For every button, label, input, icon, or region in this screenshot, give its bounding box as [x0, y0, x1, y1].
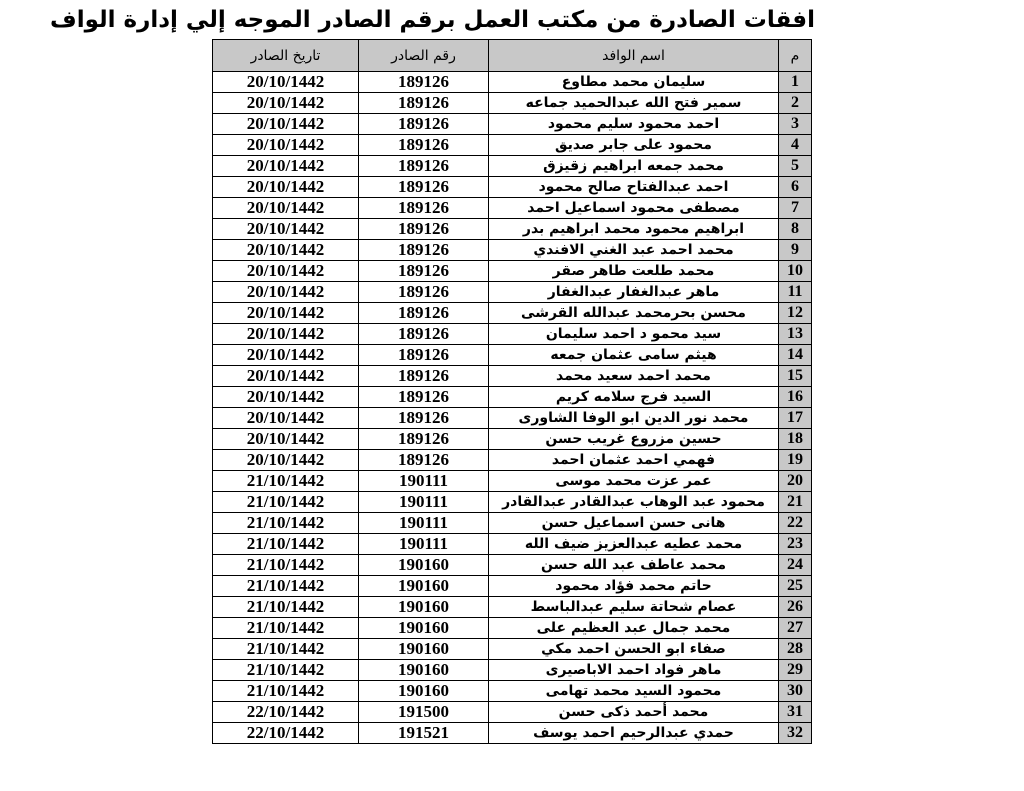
- outgoing-number: 189126: [359, 345, 489, 366]
- outgoing-date: 20/10/1442: [213, 219, 359, 240]
- outgoing-number: 190160: [359, 618, 489, 639]
- outgoing-number: 190111: [359, 492, 489, 513]
- outgoing-date: 20/10/1442: [213, 198, 359, 219]
- row-number: 4: [779, 135, 812, 156]
- outgoing-date: 20/10/1442: [213, 114, 359, 135]
- row-number: 21: [779, 492, 812, 513]
- row-number: 2: [779, 93, 812, 114]
- row-number: 31: [779, 702, 812, 723]
- row-number: 13: [779, 324, 812, 345]
- row-number: 10: [779, 261, 812, 282]
- outgoing-number: 190111: [359, 534, 489, 555]
- outgoing-number: 189126: [359, 387, 489, 408]
- outgoing-date: 20/10/1442: [213, 156, 359, 177]
- outgoing-date: 20/10/1442: [213, 366, 359, 387]
- header-date: تاريخ الصادر: [213, 40, 359, 72]
- outgoing-date: 21/10/1442: [213, 492, 359, 513]
- page-title: افقات الصادرة من مكتب العمل برقم الصادر الموجه إلي إدارة الواف: [49, 7, 815, 33]
- outgoing-date: 20/10/1442: [213, 177, 359, 198]
- row-number: 19: [779, 450, 812, 471]
- row-number: 8: [779, 219, 812, 240]
- outgoing-number: 189126: [359, 303, 489, 324]
- header-num: م: [779, 40, 812, 72]
- outgoing-date: 20/10/1442: [213, 261, 359, 282]
- table-row: [213, 177, 812, 198]
- worker-name: صفاء ابو الحسن احمد مكي: [489, 639, 779, 660]
- table-row: [213, 219, 812, 240]
- worker-name: احمد عبدالفتاح صالح محمود: [489, 177, 779, 198]
- worker-name: محمد جمعه ابراهيم زقيزق: [489, 156, 779, 177]
- worker-name: محمد عاطف عبد الله حسن: [489, 555, 779, 576]
- row-number: 9: [779, 240, 812, 261]
- outgoing-number: 189126: [359, 282, 489, 303]
- outgoing-date: 22/10/1442: [213, 723, 359, 744]
- worker-name: محمد نور الدين ابو الوفا الشاورى: [489, 408, 779, 429]
- table-row: [213, 513, 812, 534]
- table-row: [213, 387, 812, 408]
- row-number: 20: [779, 471, 812, 492]
- table-row: [213, 303, 812, 324]
- outgoing-number: 189126: [359, 156, 489, 177]
- outgoing-date: 21/10/1442: [213, 534, 359, 555]
- table-row: [213, 156, 812, 177]
- table-row: [213, 492, 812, 513]
- table-row: [213, 597, 812, 618]
- worker-name: محمود عبد الوهاب عبدالقادر عبدالقادر: [489, 492, 779, 513]
- row-number: 16: [779, 387, 812, 408]
- table-row: [213, 135, 812, 156]
- row-number: 30: [779, 681, 812, 702]
- worker-name: محمد احمد سعيد محمد: [489, 366, 779, 387]
- outgoing-date: 21/10/1442: [213, 660, 359, 681]
- worker-name: احمد محمود سليم محمود: [489, 114, 779, 135]
- worker-name: عمر عزت محمد موسى: [489, 471, 779, 492]
- outgoing-date: 20/10/1442: [213, 324, 359, 345]
- table-row: [213, 681, 812, 702]
- row-number: 3: [779, 114, 812, 135]
- outgoing-number: 189126: [359, 450, 489, 471]
- outgoing-number: 189126: [359, 219, 489, 240]
- worker-name: ابراهيم محمود محمد ابراهيم بدر: [489, 219, 779, 240]
- outgoing-date: 20/10/1442: [213, 93, 359, 114]
- table-row: [213, 723, 812, 744]
- row-number: 18: [779, 429, 812, 450]
- table-row: [213, 429, 812, 450]
- table-body: [213, 72, 812, 744]
- row-number: 14: [779, 345, 812, 366]
- table-row: [213, 576, 812, 597]
- worker-name: محمود على جابر صديق: [489, 135, 779, 156]
- row-number: 6: [779, 177, 812, 198]
- worker-name: حمدي عبدالرحيم احمد يوسف: [489, 723, 779, 744]
- outgoing-number: 191521: [359, 723, 489, 744]
- outgoing-date: 20/10/1442: [213, 450, 359, 471]
- worker-name: محمد جمال عبد العظيم على: [489, 618, 779, 639]
- row-number: 23: [779, 534, 812, 555]
- table-row: [213, 555, 812, 576]
- table-row: [213, 345, 812, 366]
- table-row: [213, 261, 812, 282]
- row-number: 28: [779, 639, 812, 660]
- table-row: [213, 702, 812, 723]
- worker-name: ماهر عبدالغفار عبدالغفار: [489, 282, 779, 303]
- outgoing-number: 189126: [359, 93, 489, 114]
- outgoing-date: 20/10/1442: [213, 282, 359, 303]
- outgoing-date: 21/10/1442: [213, 597, 359, 618]
- table-row: [213, 450, 812, 471]
- table-row: [213, 408, 812, 429]
- row-number: 1: [779, 72, 812, 93]
- row-number: 7: [779, 198, 812, 219]
- outgoing-date: 21/10/1442: [213, 639, 359, 660]
- outgoing-number: 190160: [359, 681, 489, 702]
- outgoing-date: 20/10/1442: [213, 72, 359, 93]
- row-number: 11: [779, 282, 812, 303]
- row-number: 27: [779, 618, 812, 639]
- outgoing-date: 21/10/1442: [213, 618, 359, 639]
- outgoing-number: 190160: [359, 555, 489, 576]
- worker-name: محسن بحرمحمد عبدالله القرشى: [489, 303, 779, 324]
- row-number: 25: [779, 576, 812, 597]
- worker-name: هانى حسن اسماعيل حسن: [489, 513, 779, 534]
- outgoing-number: 190160: [359, 597, 489, 618]
- outgoing-number: 190111: [359, 513, 489, 534]
- outgoing-number: 189126: [359, 114, 489, 135]
- outgoing-date: 21/10/1442: [213, 576, 359, 597]
- table-row: [213, 534, 812, 555]
- header-ref: رقم الصادر: [359, 40, 489, 72]
- worker-name: سمير فتح الله عبدالحميد جماعه: [489, 93, 779, 114]
- table-row: [213, 72, 812, 93]
- outgoing-number: 189126: [359, 261, 489, 282]
- outgoing-date: 21/10/1442: [213, 471, 359, 492]
- outgoing-date: 21/10/1442: [213, 513, 359, 534]
- table-row: [213, 240, 812, 261]
- outgoing-date: 20/10/1442: [213, 408, 359, 429]
- outgoing-number: 190111: [359, 471, 489, 492]
- outgoing-date: 20/10/1442: [213, 345, 359, 366]
- table-row: [213, 282, 812, 303]
- worker-name: سيد محمو د احمد سليمان: [489, 324, 779, 345]
- worker-name: محمد احمد عبد الغني الافندي: [489, 240, 779, 261]
- table-row: [213, 93, 812, 114]
- outgoing-number: 189126: [359, 72, 489, 93]
- worker-name: عصام شحاتة سليم عبدالباسط: [489, 597, 779, 618]
- row-number: 32: [779, 723, 812, 744]
- worker-name: هيثم سامى عثمان جمعه: [489, 345, 779, 366]
- table-row: [213, 618, 812, 639]
- worker-name: محمد طلعت طاهر صقر: [489, 261, 779, 282]
- worker-name: ماهر فواد احمد الاباصيرى: [489, 660, 779, 681]
- outgoing-date: 20/10/1442: [213, 387, 359, 408]
- table-row: [213, 366, 812, 387]
- outgoing-number: 189126: [359, 135, 489, 156]
- outgoing-number: 189126: [359, 429, 489, 450]
- row-number: 12: [779, 303, 812, 324]
- outgoing-number: 190160: [359, 660, 489, 681]
- outgoing-date: 20/10/1442: [213, 135, 359, 156]
- table-row: [213, 639, 812, 660]
- row-number: 26: [779, 597, 812, 618]
- row-number: 17: [779, 408, 812, 429]
- table-header-row: [213, 40, 812, 72]
- outgoing-number: 189126: [359, 198, 489, 219]
- outgoing-number: 189126: [359, 366, 489, 387]
- outgoing-number: 190160: [359, 576, 489, 597]
- worker-name: حسين مزروع غريب حسن: [489, 429, 779, 450]
- table-row: [213, 114, 812, 135]
- worker-name: محمود السيد محمد تهامى: [489, 681, 779, 702]
- outgoing-number: 189126: [359, 408, 489, 429]
- outgoing-number: 189126: [359, 177, 489, 198]
- outgoing-number: 190160: [359, 639, 489, 660]
- row-number: 24: [779, 555, 812, 576]
- table-row: [213, 471, 812, 492]
- row-number: 29: [779, 660, 812, 681]
- header-name: اسم الوافد: [489, 40, 779, 72]
- outgoing-date: 20/10/1442: [213, 303, 359, 324]
- worker-name: محمد عطيه عبدالعزيز ضيف الله: [489, 534, 779, 555]
- row-number: 22: [779, 513, 812, 534]
- worker-name: سليمان محمد مطاوع: [489, 72, 779, 93]
- row-number: 15: [779, 366, 812, 387]
- row-number: 5: [779, 156, 812, 177]
- table-row: [213, 324, 812, 345]
- worker-name: مصطفى محمود اسماعيل احمد: [489, 198, 779, 219]
- worker-name: حاتم محمد فؤاد محمود: [489, 576, 779, 597]
- outgoing-date: 20/10/1442: [213, 240, 359, 261]
- table-row: [213, 198, 812, 219]
- table-row: [213, 660, 812, 681]
- worker-name: محمد أحمد ذكى حسن: [489, 702, 779, 723]
- outgoing-date: 20/10/1442: [213, 429, 359, 450]
- outgoing-number: 191500: [359, 702, 489, 723]
- worker-name: السيد فرج سلامه كريم: [489, 387, 779, 408]
- outgoing-number: 189126: [359, 240, 489, 261]
- outgoing-date: 21/10/1442: [213, 555, 359, 576]
- outgoing-number: 189126: [359, 324, 489, 345]
- outgoing-date: 22/10/1442: [213, 702, 359, 723]
- workers-table: [212, 39, 812, 744]
- worker-name: فهمي احمد عثمان احمد: [489, 450, 779, 471]
- outgoing-date: 21/10/1442: [213, 681, 359, 702]
